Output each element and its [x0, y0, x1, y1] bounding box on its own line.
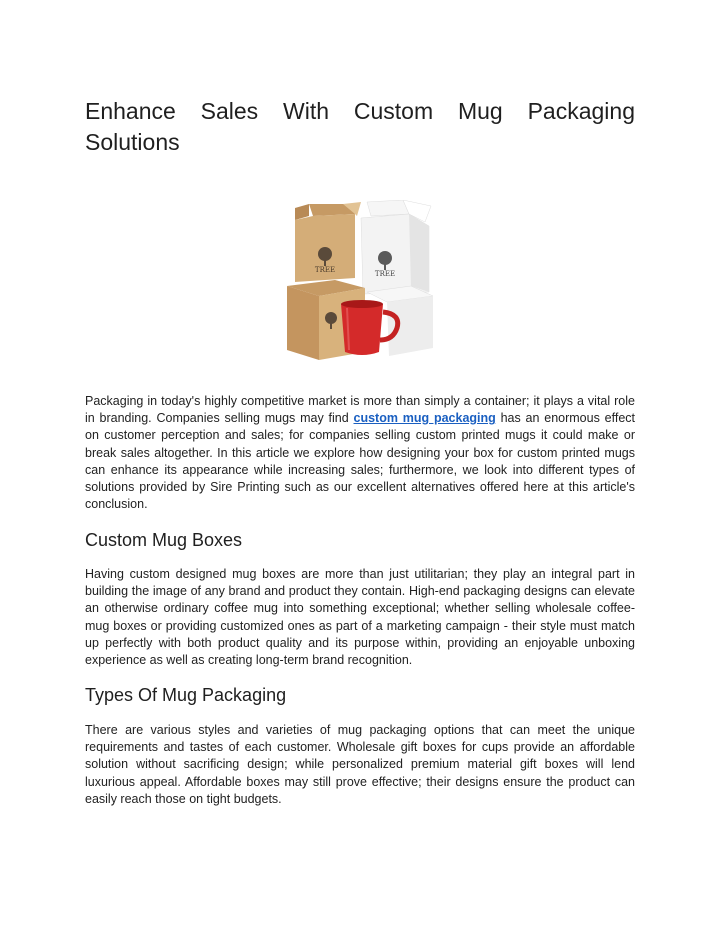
section-types-paragraph: There are various styles and varieties of mug packaging options that can meet the unique requirements and tastes of each customer. Wholesale gift boxes for cups provide an affordable solution without sacrificing design; while personalized premium material gift boxes will lend luxurious appeal. Affordable boxes may still prove effective; their designs ensure the product can easily reach those on tight budgets.	[85, 723, 635, 806]
intro-paragraph	[85, 393, 635, 513]
intro-text-after-link: has an enormous effect on customer perception and sales; for companies selling custom printed mugs it could make or break sales altogether. In this article we explore how designing your box for custom printed mugs can enhance its appearance while increasing sales; furthermore, we look into different types of solutions provided by Sire Printing such as our excellent alternatives offered here at this article's conclusion.	[85, 411, 635, 512]
mug-packaging-boxes-photo	[283, 200, 438, 362]
svg-text:TREE: TREE	[314, 266, 336, 274]
section-custom-mug-boxes-paragraph: Having custom designed mug boxes are more than just utilitarian; they play an integral part in building the image of any brand and product they contain. High-end packaging designs can elevate an otherwise ordinary coffee mug into something exceptional; whether selling wholesale coffee-mug boxes or providing customized ones as part of a marketing campaign - their style must match up perfectly with both product quality and its purpose within, providing an enjoyable unboxing experience as well as creating long-term brand recognition.	[85, 567, 635, 668]
section-heading-custom-mug-boxes: Custom Mug Boxes	[85, 530, 243, 550]
svg-text:TREE: TREE	[374, 270, 396, 278]
intro-text-before-link: Packaging in today's highly competitive market is more than simply a container; it plays a vital role in branding. Companies selling mugs may find	[85, 394, 635, 426]
section-heading-types-of-mug-packaging: Types Of Mug Packaging	[85, 685, 287, 705]
mug-packaging-image	[283, 200, 438, 362]
page-title: Enhance Sales With Custom Mug Packaging Solutions	[85, 98, 635, 155]
custom-mug-packaging-link[interactable]: custom mug packaging	[353, 411, 496, 426]
